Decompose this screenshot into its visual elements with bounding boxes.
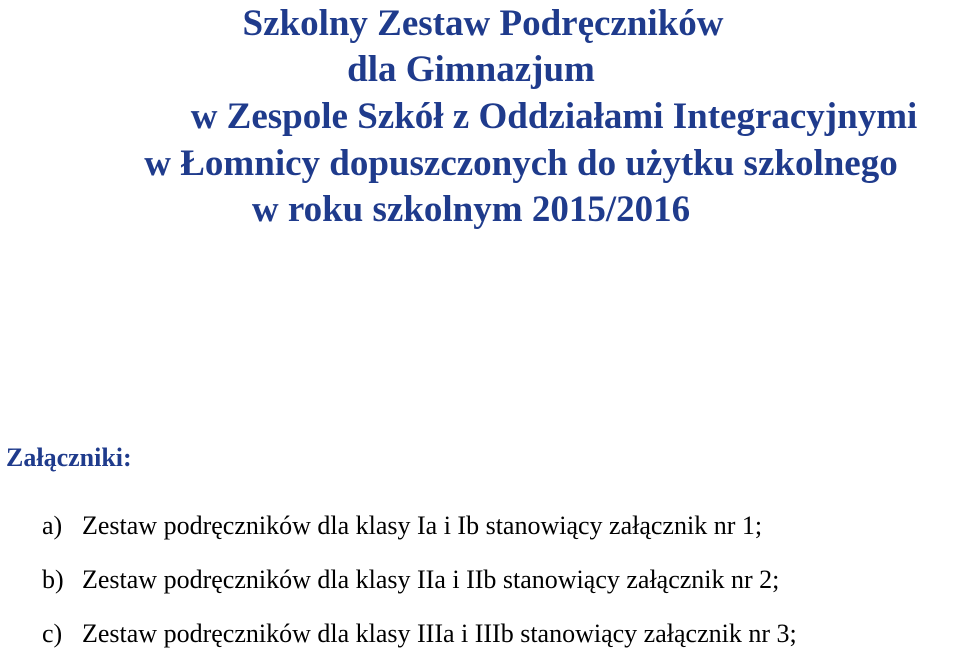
attachment-item-b: [42, 563, 779, 597]
title-line-4: w Łomnicy dopuszczonych do użytku szkolnego: [144, 143, 898, 184]
attachment-text: Zestaw podręczników dla klasy IIIa i IIIb stanowiący załącznik nr 3;: [82, 619, 797, 648]
list-marker: c): [42, 619, 63, 648]
list-marker: a): [42, 511, 63, 540]
title-line-3: w Zespole Szkół z Oddziałami Integracyjnymi: [190, 96, 918, 137]
list-marker: b): [42, 565, 64, 594]
attachment-text: Zestaw podręczników dla klasy IIa i IIb stanowiący załącznik nr 2;: [82, 565, 780, 594]
title-line-1: Szkolny Zestaw Podręczników: [242, 3, 724, 44]
attachment-text: Zestaw podręczników dla klasy Ia i Ib stanowiący załącznik nr 1;: [82, 511, 763, 540]
attachments-heading: Załączniki:: [6, 443, 132, 472]
attachment-item-a: [42, 509, 762, 543]
title-line-2: dla Gimnazjum: [347, 49, 595, 90]
attachment-item-c: [42, 617, 797, 651]
title-line-5: w roku szkolnym 2015/2016: [251, 189, 691, 230]
